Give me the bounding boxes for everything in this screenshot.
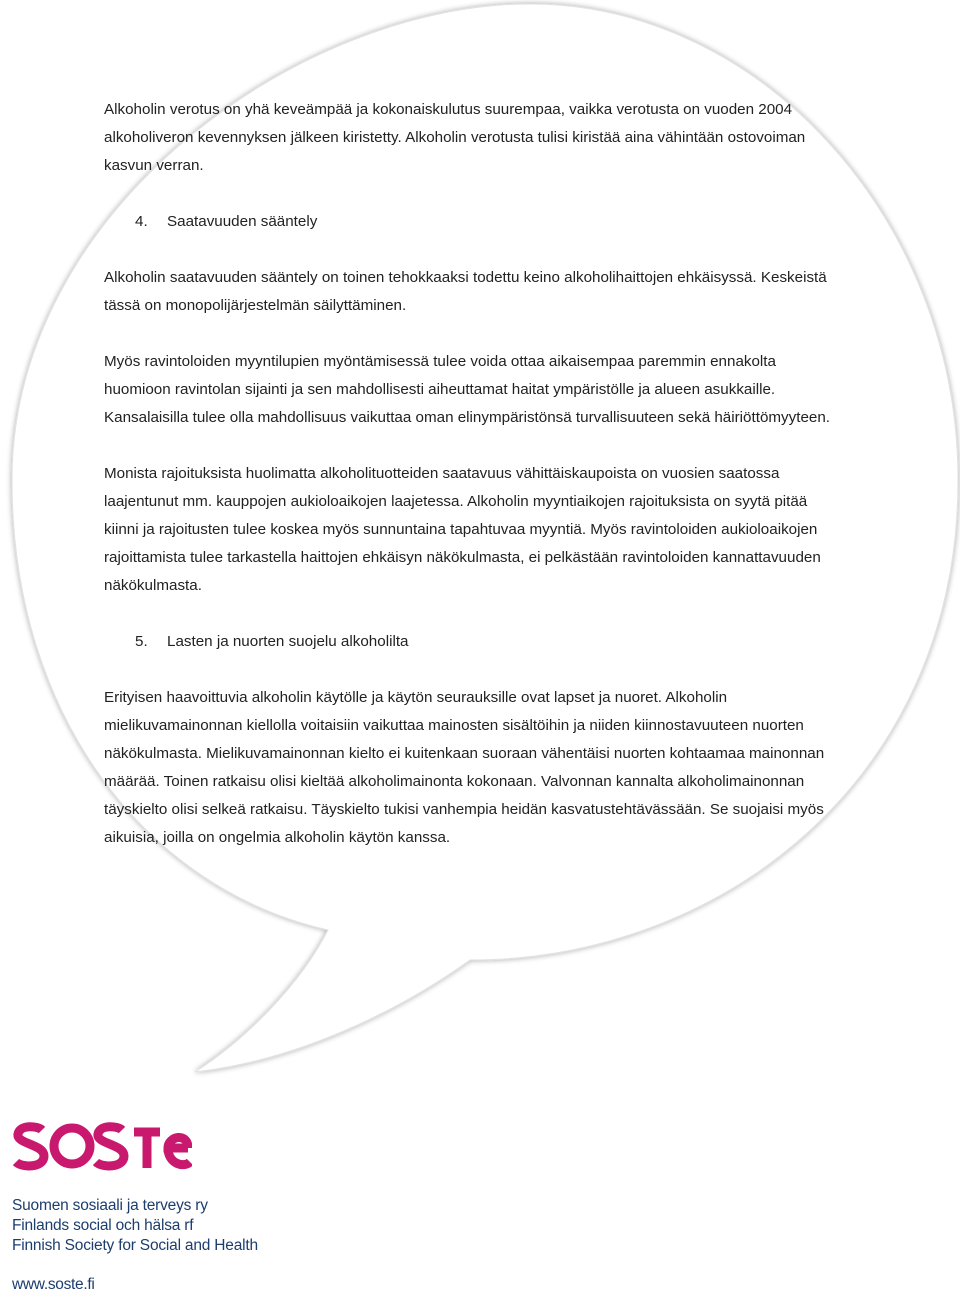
soste-logo [12, 1118, 192, 1174]
paragraph: Monista rajoituksista huolimatta alkoholituotteiden saatavuus vähittäiskaupoista on vuosien saatossa laajentunut mm. kauppojen aukioloaikojen laajetessa. Alkoholin myyntiaikojen rajoituksista on syytä pitää kiinni ja rajoitusten tulee koskea myös sunnuntaina tapahtuvaa myyntiä. Myös ravintoloiden aukioloaikojen rajoittamista tulee tarkastella haittojen ehkäisyn näkökulmasta, ei pelkästään ravintoloiden kannattavuuden näkökulmasta. [104, 465, 821, 594]
org-name-finnish: Suomen sosiaali ja terveys ry [12, 1197, 208, 1214]
section-title: Lasten ja nuorten suojelu alkoholilta [167, 633, 409, 650]
organization-names [12, 1196, 258, 1256]
section-title: Saatavuuden sääntely [167, 213, 318, 230]
section-heading-4 [104, 208, 844, 236]
document-body [104, 96, 844, 880]
section-number: 5. [135, 633, 148, 650]
website-link[interactable]: www.soste.fi [12, 1276, 95, 1293]
soste-wordmark-icon [12, 1118, 192, 1174]
paragraph: Myös ravintoloiden myyntilupien myöntämisessä tulee voida ottaa aikaisempaa paremmin ennakolta huomioon ravintolan sijainti ja sen mahdollisesti aiheuttamat haitat ympäristölle ja alueen asukkaille. Kansalaisilla tulee olla mahdollisuus vaikuttaa oman elinympäristönsä turvallisuuteen sekä häiriöttömyyteen. [104, 353, 831, 426]
org-name-swedish: Finlands social och hälsa rf [12, 1217, 194, 1234]
paragraph-taxation: Alkoholin verotus on yhä keveämpää ja kokonaiskulutus suurempaa, vaikka verotusta on vuoden 2004 alkoholiveron kevennyksen jälkeen kiristetty. Alkoholin verotusta tulisi kiristää aina vähintään ostovoiman kasvun verran. [104, 101, 806, 174]
section-heading-5 [104, 628, 844, 656]
paragraph: Erityisen haavoittuvia alkoholin käytölle ja käytön seurauksille ovat lapset ja nuoret. Alkoholin mielikuvamainonnan kiellolla voitaisiin vaikuttaa mainosten sisältöihin ja niiden kiinnostavuuteen nuorten näkökulmasta. Mielikuvamainonnan kielto ei kuitenkaan suoraan vähentäisi nuorten kohtaamaa mainonnan määrää. Toinen ratkaisu olisi kieltää alkoholimainonta kokonaan. Valvonnan kannalta alkoholimainonnan täyskielto olisi selkeä ratkaisu. Täyskielto tukisi vanhempia heidän kasvatustehtävässään. Se suojaisi myös aikuisia, joilla on ongelmia alkoholin käytön kanssa. [104, 689, 825, 846]
paragraph: Alkoholin saatavuuden sääntely on toinen tehokkaaksi todettu keino alkoholihaittojen ehkäisyssä. Keskeistä tässä on monopolijärjestelmän säilyttäminen. [104, 269, 827, 314]
section-number: 4. [135, 213, 148, 230]
org-name-english: Finnish Society for Social and Health [12, 1237, 258, 1254]
